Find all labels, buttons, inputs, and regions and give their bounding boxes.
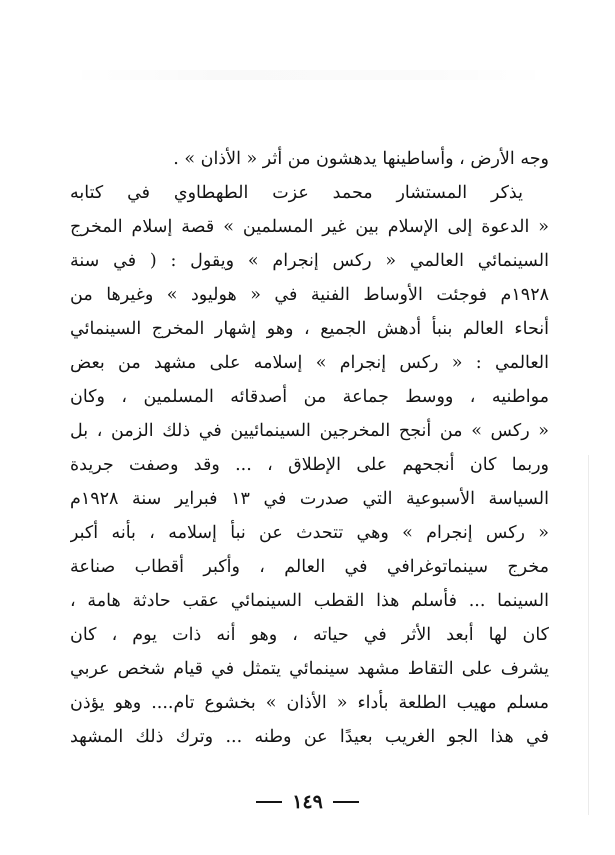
text-line: يذكر المستشار محمد عزت الطهطاوي في كتابه xyxy=(70,183,523,203)
text-line: في هذا الجو الغريب بعيدًا عن وطنه ... وترك ذلك المشهد xyxy=(70,727,549,747)
text-line: ١٩٢٨م فوجئت الأوساط الفنية في « هوليود » وغيرها من xyxy=(70,285,549,305)
text-line: « الدعوة إلى الإسلام بين غير المسلمين » قصة إسلام المخرج xyxy=(70,217,549,237)
text-line: « ركس إنجرام » وهي تتحدث عن نبأ إسلامه ، بأنه أكبر xyxy=(70,523,549,543)
scan-artifact xyxy=(70,70,550,80)
text-line: السينمائي العالمي « ركس إنجرام » ويقول : ( في سنة xyxy=(70,251,549,271)
text-line: كان لها أبعد الأثر في حياته ، وهو أنه ذات يوم ، كان xyxy=(70,625,549,645)
text-line: مواطنيه ، ووسط جماعة من أصدقائه المسلمين ، وكان xyxy=(70,387,549,407)
text-line: مسلم مهيب الطلعة بأداء « الأذان » بخشوع تام.... وهو يؤذن xyxy=(70,693,549,713)
page-number: ١٤٩ xyxy=(292,791,323,813)
text-line: السياسة الأسبوعية التي صدرت في ١٣ فبراير سنة ١٩٢٨م xyxy=(70,489,549,509)
text-line: أنحاء العالم بنبأ أدهش الجميع ، وهو إشهار المخرج السينمائي xyxy=(70,319,549,339)
body-text xyxy=(70,142,549,754)
text-line: السينما ... فأسلم هذا القطب السينمائي عقب حادثة هامة ، xyxy=(70,591,549,611)
text-line: وربما كان أنجحهم على الإطلاق ، ... وقد وصفت جريدة xyxy=(70,455,549,475)
footer-dash-left xyxy=(333,801,359,803)
text-line: « ركس » من أنجح المخرجين السينمائيين في ذلك الزمن ، بل xyxy=(70,421,549,441)
page-footer xyxy=(0,787,615,817)
scan-edge-line xyxy=(588,455,589,815)
text-line: وجه الأرض ، وأساطينها يدهشون من أثر « الأذان » . xyxy=(173,149,549,169)
footer-dash-right xyxy=(256,801,282,803)
text-line: مخرج سينماتوغرافي في العالم ، وأكبر أقطاب صناعة xyxy=(70,557,549,577)
text-line: العالمي : « ركس إنجرام » إسلامه على مشهد من بعض xyxy=(70,353,549,373)
text-line: يشرف على التقاط مشهد سينمائي يتمثل في قيام شخص عربي xyxy=(70,659,549,679)
